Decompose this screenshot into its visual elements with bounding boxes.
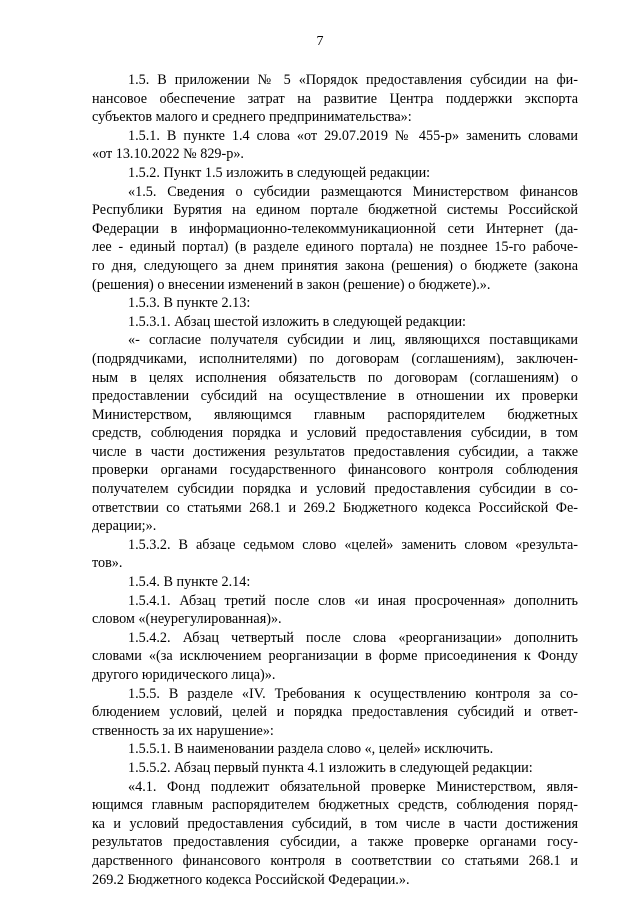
text-line: дерации;». [92,518,157,535]
text-line: 1.5.3.1. Абзац шестой изложить в следующей редакции: [128,313,466,330]
document-body [92,71,578,889]
text-line: го дня, следующего за днем принятия закона (решения) о бюджете (закона [92,257,578,274]
text-line: субъектов малого и среднего предпринимательства»: [92,109,412,126]
text-line: «- согласие получателя субсидии и лиц, являющихся поставщиками [128,332,578,349]
text-line: ка и условий предоставления субсидий, в том числе в части достижения [92,815,578,832]
text-line: 1.5.3.2. В абзаце седьмом слово «целей» заменить словом «результа- [128,536,578,553]
text-line: числе в части достижения результатов предоставления субсидии, а также [92,443,578,460]
text-line: 1.5.4. В пункте 2.14: [128,574,251,591]
text-line: (решения) о внесении изменений в закон (решение) о бюджете).». [92,276,491,293]
text-line: проверки органами государственного финансового контроля соблюдения [92,462,578,479]
text-line: получателем субсидии порядка и условий предоставления субсидии в со- [92,481,578,498]
text-line: Республики Бурятия на едином портале бюджетной системы Российской [92,202,578,219]
text-line: (подрядчиками, исполнителями) по договорам (соглашениям), заключен- [92,350,578,367]
text-line: другого юридического лица)». [92,667,276,683]
text-line: 1.5.2. Пункт 1.5 изложить в следующей редакции: [128,164,431,181]
text-line: словом «(неурегулированная)». [92,611,282,628]
text-line: ственность за их нарушение»: [92,722,274,739]
text-line: 1.5.5. В разделе «IV. Требования к осуществлению контроля за со- [128,685,578,702]
text-line: дарственного финансового контроля в соответствии со статьями 268.1 и [92,852,578,869]
text-line: Министерством, являющимся главным распорядителем бюджетных [92,406,578,423]
text-line: 1.5.5.2. Абзац первый пункта 4.1 изложить в следующей редакции: [128,759,533,776]
text-line: предоставлении субсидий на осуществление в отношении их проверки [92,388,578,405]
text-line: 1.5.1. В пункте 1.4 слова «от 29.07.2019 № 455-р» заменить словами [128,127,578,144]
text-line: 1.5.4.1. Абзац третий после слов «и иная просроченная» дополнить [128,592,578,609]
text-line: ющимся главным распорядителем бюджетных средств, соблюдения поряд- [92,797,578,814]
text-line: нансовое обеспечение затрат на развитие Центра поддержки экспорта [92,90,578,107]
text-line: «1.5. Сведения о субсидии размещаются Министерством финансов [128,183,578,200]
text-line: лее - единый портал) (в разделе единого портала) не позднее 15-го рабоче- [92,239,578,256]
text-line: словами «(за исключением реорганизации в форме присоединения к Фонду [92,648,578,665]
text-line: Федерации в информационно-телекоммуникационной сети Интернет (да- [92,220,578,237]
text-line: 1.5.5.1. В наименовании раздела слово «, целей» исключить. [128,741,494,758]
text-line: средств, соблюдения порядка и условий предоставления субсидии, в том [92,425,578,442]
page-number: 7 [316,34,324,49]
text-line: «4.1. Фонд подлежит обязательной проверке Министерством, явля- [128,778,578,795]
text-line: ответствии со статьями 268.1 и 269.2 Бюджетного кодекса Российской Фе- [92,499,578,516]
text-line: 1.5.4.2. Абзац четвертый после слова «реорганизации» дополнить [128,629,578,646]
text-line: блюдением условий, целей и порядка предоставления субсидий и ответ- [92,704,578,721]
text-line: ным в целях исполнения обязательств по договорам (соглашениям) о [92,369,578,386]
text-line: тов». [92,555,123,572]
text-line: 1.5.3. В пункте 2.13: [128,295,251,312]
text-line: 1.5. В приложении № 5 «Порядок предоставления субсидии на фи- [128,72,578,88]
text-line: результатов предоставления субсидии, а также проверке органами госу- [92,834,578,851]
text-line: 269.2 Бюджетного кодекса Российской Федерации.». [92,871,410,888]
text-line: «от 13.10.2022 № 829-р». [92,146,244,163]
